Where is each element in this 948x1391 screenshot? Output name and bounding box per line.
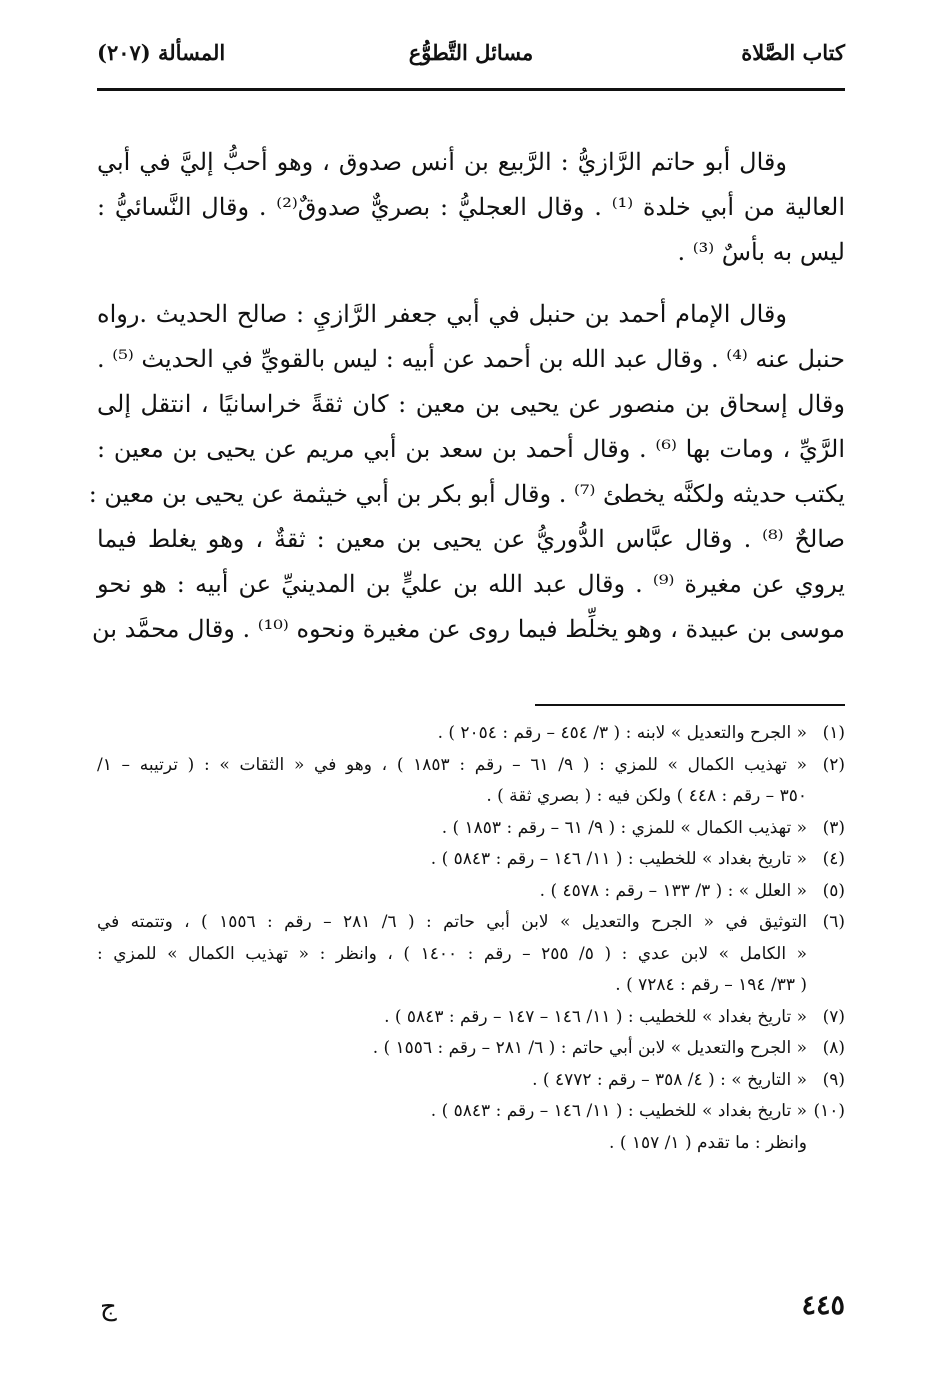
header-book-title: كتاب الصَّلاة xyxy=(741,40,845,65)
main-text xyxy=(88,140,846,669)
footnote-9 xyxy=(97,1065,845,1097)
page-number: ٤٤٥ xyxy=(801,1290,845,1321)
footnote-3 xyxy=(97,813,845,845)
footnote-text: ٣٥٠ – رقم : ٤٤٨ ) ولكن فيه : ( بصري ثقة ) . xyxy=(486,786,807,806)
footnote-number: (٨) xyxy=(822,1038,845,1058)
text-line: ليس به بأسٌ ⁽³⁾ . xyxy=(677,238,845,266)
footnotes xyxy=(97,718,845,1159)
header-rule xyxy=(97,88,845,91)
footnote-text: « تاريخ بغداد » للخطيب : ( ١١/ ١٤٦ – رقم : ٥٨٤٣ ) . xyxy=(430,1101,807,1121)
text-line: وقال إسحاق بن منصور عن يحيى بن معين : كان ثقةً خراسانيًا ، انتقل إلى xyxy=(97,390,845,418)
footnote-10 xyxy=(97,1096,845,1128)
footnote-10-continuation: وانظر : ما تقدم ( ١/ ١٥٧ ) . xyxy=(609,1132,807,1153)
footnote-number: (٥) xyxy=(822,880,845,901)
footnote-4 xyxy=(97,844,845,876)
footnote-text: « تهذيب الكمال » للمزي : ( ٩/ ٦١ – رقم : ١٨٥٣ ) ، وهو في « الثقات » : ( ترتيبه – ١/ xyxy=(97,754,807,775)
footnote-6 xyxy=(97,907,845,1002)
text-line: موسى بن عبيدة ، وهو يخلِّط فيما روى عن مغيرة ونحوه ⁽¹⁰⁾ . وقال محمَّد بن xyxy=(92,615,845,643)
text-line: حنبل عنه ⁽⁴⁾ . وقال عبد الله بن أحمد عن أبيه : ليس بالقويِّ في الحديث ⁽⁵⁾ . xyxy=(97,345,846,373)
header-issue-number: المسألة (٢٠٧) xyxy=(97,40,226,65)
footnote-number: (١٠) xyxy=(813,1101,845,1121)
text-line: وقال الإمام أحمد بن حنبل في أبي جعفر الرَّازيِ : صالح الحديث .رواه xyxy=(97,300,787,328)
paragraph-abu-hatim xyxy=(97,140,845,275)
running-header xyxy=(97,40,845,80)
footnote-number: (٧) xyxy=(822,1006,845,1027)
footnote-rule xyxy=(535,704,845,706)
footnote-number: (٤) xyxy=(822,849,845,869)
footnote-text: ( ٣٣/ ١٩٤ – رقم : ٧٢٨٤ ) . xyxy=(615,975,807,995)
footnote-text: « الجرح والتعديل » لابن أبي حاتم : ( ٦/ ٢٨١ – رقم : ١٥٥٦ ) . xyxy=(372,1038,807,1058)
footnote-1 xyxy=(97,718,845,750)
footnote-number: (٢) xyxy=(822,754,845,775)
footnote-number: (٦) xyxy=(822,912,845,932)
footnote-text: التوثيق في « الجرح والتعديل » لابن أبي حاتم : ( ٦/ ٢٨١ – رقم : ١٥٥٦ ) ، وتتمته في xyxy=(97,912,807,932)
footnote-text: « تاريخ بغداد » للخطيب : ( ١١/ ١٤٦ – ١٤٧ – رقم : ٥٨٤٣ ) . xyxy=(384,1006,807,1027)
footnote-number: (٣) xyxy=(822,817,845,838)
footnote-number: (٩) xyxy=(822,1069,845,1090)
footnote-5 xyxy=(97,876,845,908)
text-line: يكتب حديثه ولكنَّه يخطئ ⁽⁷⁾ . وقال أبو بكر بن أبي خيثمة عن يحيى بن معين : xyxy=(88,480,845,508)
header-chapter-title: مسائل التَّطوُّع xyxy=(408,40,534,65)
footnote-text: « التاريخ » : ( ٤/ ٣٥٨ – رقم : ٤٧٧٢ ) . xyxy=(532,1069,807,1090)
footnote-text: « الكامل » لابن عدي : ( ٥/ ٢٥٥ – رقم : ١٤٠٠ ) ، وانظر : « تهذيب الكمال » للمزي : xyxy=(97,943,807,964)
footnote-7 xyxy=(97,1002,845,1034)
text-line: يروي عن مغيرة ⁽⁹⁾ . وقال عبد الله بن عليٍّ بن المدينيِّ عن أبيه : هو نحو xyxy=(97,570,845,598)
footnote-text: « الجرح والتعديل » لابنه : ( ٣/ ٤٥٤ – رقم : ٢٠٥٤ ) . xyxy=(437,723,807,743)
footnote-text: « تاريخ بغداد » للخطيب : ( ١١/ ١٤٦ – رقم : ٥٨٤٣ ) . xyxy=(430,849,807,869)
footnote-text: « تهذيب الكمال » للمزي : ( ٩/ ٦١ – رقم : ١٨٥٣ ) . xyxy=(441,817,807,838)
text-line: العالية من أبي خلدة ⁽¹⁾ . وقال العجليُّ : بصريٌّ صدوقٌ⁽²⁾ . وقال النَّسائيُّ : xyxy=(97,193,846,221)
text-line: وقال أبو حاتم الرَّازيُّ : الرَّبيع بن أنس صدوق ، وهو أحبُّ إليَّ في أبي xyxy=(97,148,787,176)
footnote-8 xyxy=(97,1033,845,1065)
text-line: الرَّيِّ ، ومات بها ⁽⁶⁾ . وقال أحمد بن سعد بن أبي مريم عن يحيى بن معين : xyxy=(97,435,846,463)
footnote-number: (١) xyxy=(822,723,845,743)
text-line: صالحٌ ⁽⁸⁾ . وقال عبَّاس الدُّوريُّ عن يحيى بن معين : ثقةٌ ، وهو يغلط فيما xyxy=(97,525,845,553)
footnote-2 xyxy=(97,750,845,813)
paragraph-ahmad-ibn-hanbal xyxy=(88,292,846,652)
signature-mark: ج xyxy=(100,1292,117,1322)
footnote-text: « العلل » : ( ٣/ ١٣٣ – رقم : ٤٥٧٨ ) . xyxy=(539,880,807,901)
